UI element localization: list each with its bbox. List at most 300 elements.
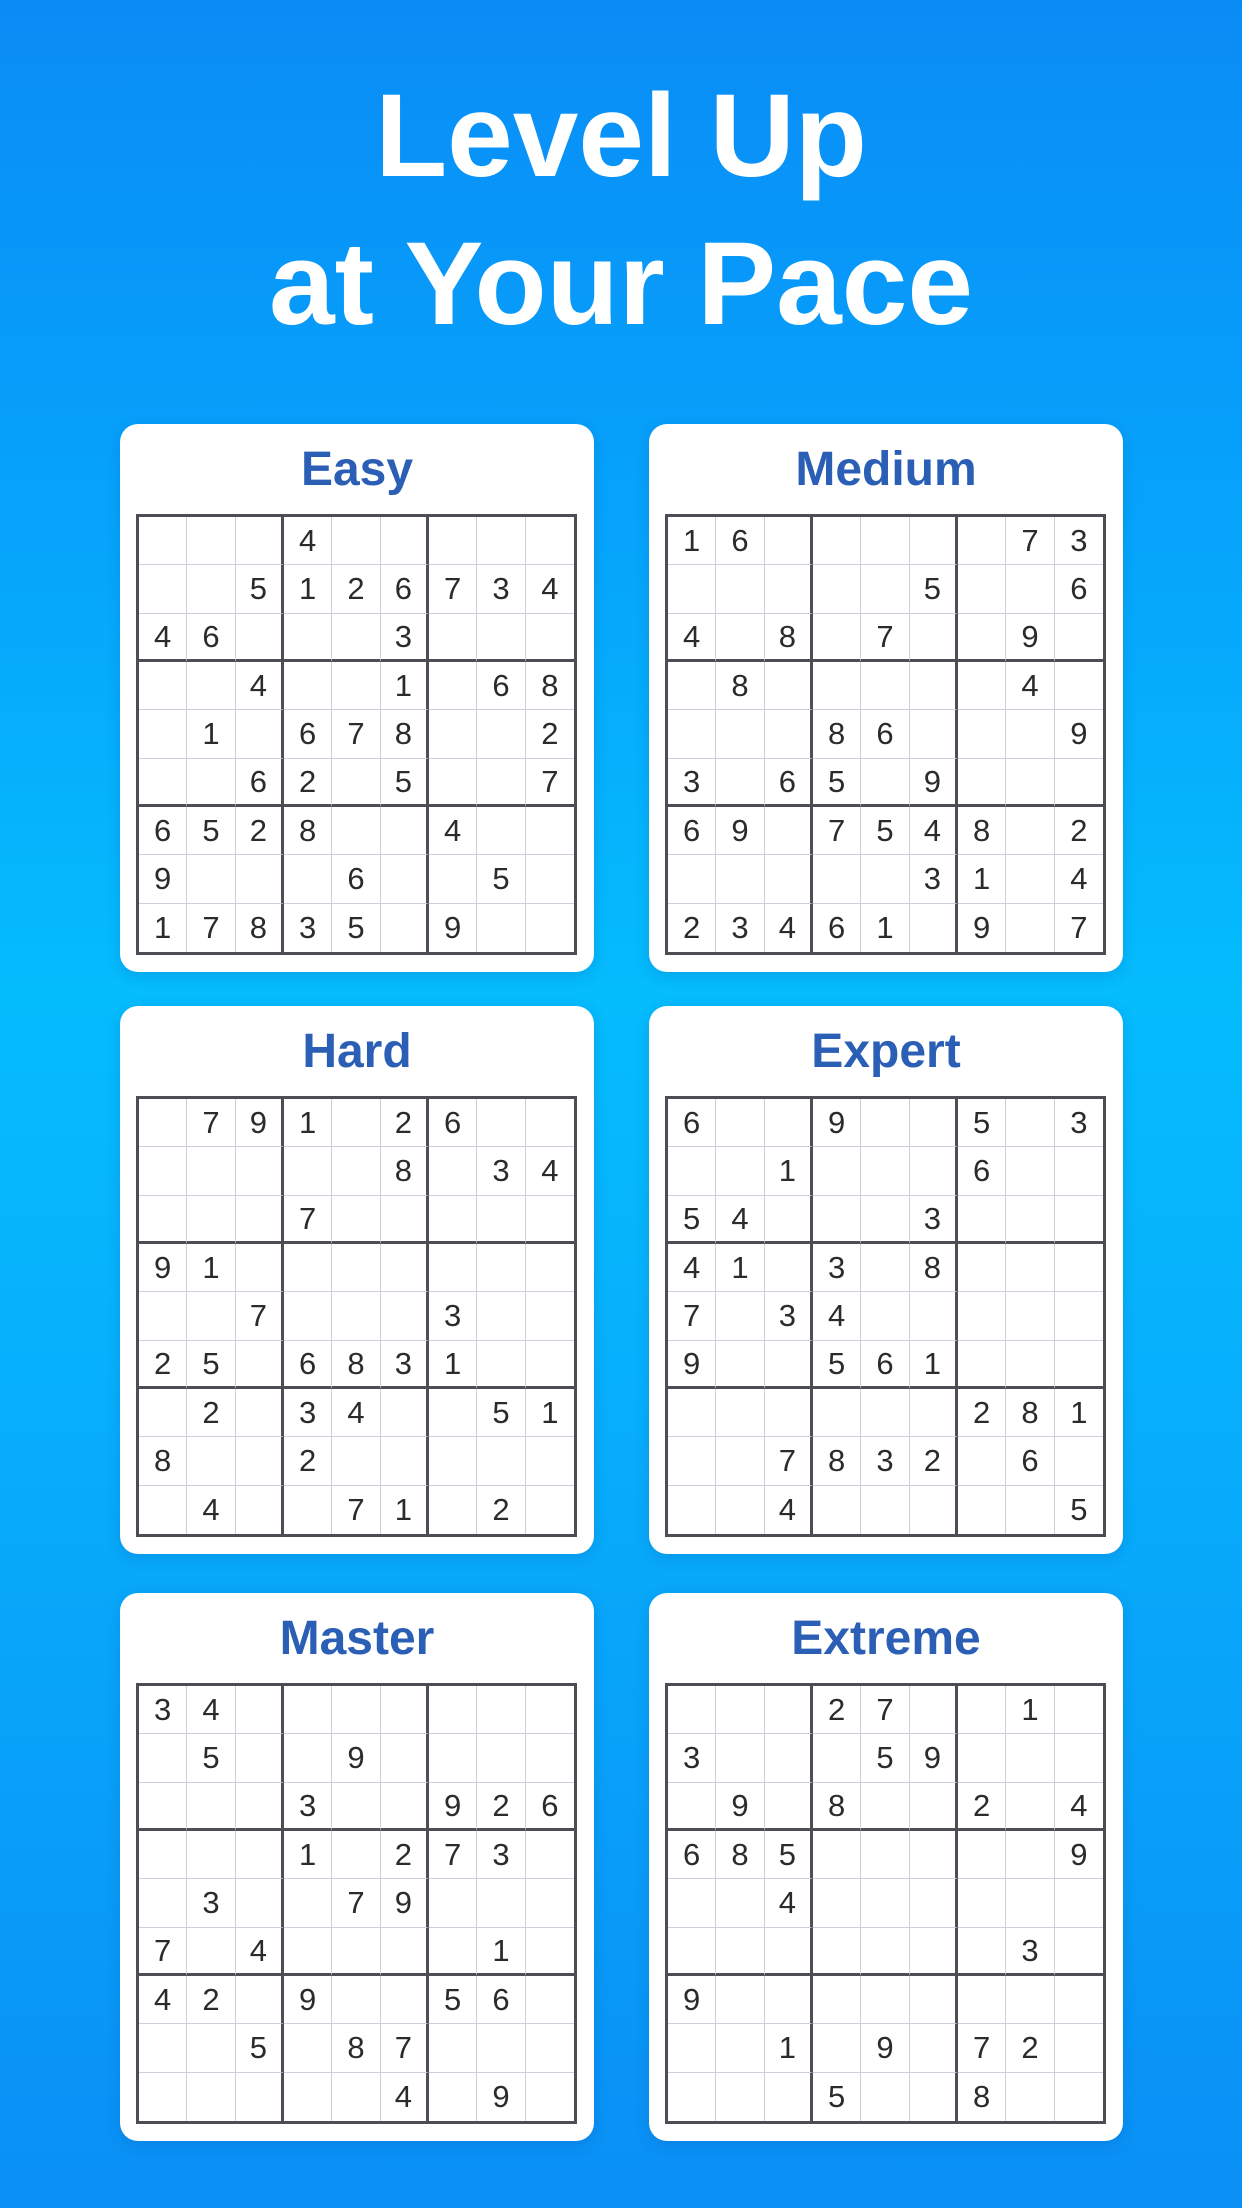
sudoku-cell	[477, 1099, 525, 1147]
sudoku-cell	[958, 1976, 1006, 2024]
sudoku-cell	[861, 1147, 909, 1195]
sudoku-cell	[1006, 1831, 1054, 1879]
sudoku-cell	[716, 1437, 764, 1485]
sudoku-cell: 3	[813, 1244, 861, 1292]
sudoku-cell	[1055, 662, 1103, 710]
sudoku-cell	[284, 855, 332, 903]
sudoku-cell	[187, 1783, 235, 1831]
sudoku-cell	[236, 1976, 284, 2024]
sudoku-cell: 7	[332, 1879, 380, 1927]
sudoku-cell	[1006, 1783, 1054, 1831]
card-title: Medium	[795, 443, 977, 496]
sudoku-cell: 2	[139, 1341, 187, 1389]
sudoku-cell: 8	[910, 1244, 958, 1292]
sudoku-cell: 6	[284, 1341, 332, 1389]
sudoku-cell: 4	[716, 1196, 764, 1244]
sudoku-cell	[1006, 1879, 1054, 1927]
sudoku-cell: 8	[813, 1437, 861, 1485]
sudoku-cell: 6	[477, 662, 525, 710]
sudoku-cell	[139, 2024, 187, 2072]
sudoku-cell	[526, 1734, 574, 1782]
sudoku-cell	[668, 855, 716, 903]
sudoku-cell	[861, 1783, 909, 1831]
sudoku-cell	[1055, 2073, 1103, 2121]
sudoku-cell	[236, 1244, 284, 1292]
sudoku-cell	[861, 565, 909, 613]
sudoku-cell	[765, 1389, 813, 1437]
sudoku-cell	[910, 904, 958, 952]
sudoku-cell	[381, 1389, 429, 1437]
sudoku-cell	[668, 1928, 716, 1976]
sudoku-cell	[187, 662, 235, 710]
sudoku-cell	[765, 1341, 813, 1389]
sudoku-cell: 4	[526, 565, 574, 613]
sudoku-cell	[1055, 1976, 1103, 2024]
sudoku-cell	[332, 1686, 380, 1734]
sudoku-cell	[910, 1292, 958, 1340]
sudoku-cell	[765, 565, 813, 613]
sudoku-cell	[910, 517, 958, 565]
sudoku-cell	[910, 662, 958, 710]
sudoku-cell	[765, 807, 813, 855]
sudoku-cell	[958, 1292, 1006, 1340]
sudoku-cell	[139, 565, 187, 613]
sudoku-cell	[236, 1831, 284, 1879]
sudoku-cell: 8	[526, 662, 574, 710]
sudoku-cell	[1055, 759, 1103, 807]
sudoku-cell: 4	[910, 807, 958, 855]
sudoku-cell: 3	[910, 1196, 958, 1244]
sudoku-cell	[1006, 1244, 1054, 1292]
sudoku-cell	[187, 1292, 235, 1340]
sudoku-cell	[381, 1976, 429, 2024]
sudoku-cell: 9	[284, 1976, 332, 2024]
sudoku-cell: 8	[716, 1831, 764, 1879]
sudoku-cell	[526, 1686, 574, 1734]
sudoku-cell: 6	[429, 1099, 477, 1147]
sudoku-cell	[716, 1147, 764, 1195]
sudoku-cell	[668, 1879, 716, 1927]
sudoku-cell	[1055, 1437, 1103, 1485]
sudoku-cell	[236, 517, 284, 565]
sudoku-cell	[668, 1486, 716, 1534]
sudoku-cell	[381, 807, 429, 855]
sudoku-cell: 1	[284, 1831, 332, 1879]
sudoku-cell	[1055, 1196, 1103, 1244]
sudoku-cell: 7	[284, 1196, 332, 1244]
sudoku-cell	[716, 1928, 764, 1976]
sudoku-cell	[429, 759, 477, 807]
sudoku-cell: 6	[861, 1341, 909, 1389]
sudoku-cell: 2	[284, 1437, 332, 1485]
sudoku-cell	[526, 1341, 574, 1389]
sudoku-cell	[861, 517, 909, 565]
sudoku-cell: 4	[1006, 662, 1054, 710]
sudoku-cell: 1	[765, 1147, 813, 1195]
sudoku-cell	[236, 1486, 284, 1534]
sudoku-cell: 4	[668, 614, 716, 662]
sudoku-cell	[813, 517, 861, 565]
sudoku-cell: 4	[765, 1879, 813, 1927]
sudoku-cell	[813, 1389, 861, 1437]
sudoku-cell: 4	[139, 1976, 187, 2024]
sudoku-cell	[139, 1783, 187, 1831]
sudoku-cell	[1055, 1879, 1103, 1927]
sudoku-cell: 9	[668, 1341, 716, 1389]
sudoku-cell: 3	[381, 1341, 429, 1389]
sudoku-cell: 1	[429, 1341, 477, 1389]
sudoku-cell	[958, 1734, 1006, 1782]
sudoku-cell	[429, 710, 477, 758]
sudoku-cell	[526, 807, 574, 855]
sudoku-cell: 6	[861, 710, 909, 758]
sudoku-cell: 2	[958, 1783, 1006, 1831]
sudoku-cell	[429, 1244, 477, 1292]
sudoku-cell	[1006, 2073, 1054, 2121]
sudoku-cell	[139, 1734, 187, 1782]
sudoku-cell: 7	[526, 759, 574, 807]
sudoku-cell	[526, 1437, 574, 1485]
sudoku-cell: 8	[1006, 1389, 1054, 1437]
sudoku-cell	[139, 759, 187, 807]
sudoku-cell	[526, 1099, 574, 1147]
sudoku-cell	[716, 759, 764, 807]
sudoku-cell: 8	[332, 1341, 380, 1389]
sudoku-cell: 9	[139, 855, 187, 903]
sudoku-cell	[716, 710, 764, 758]
sudoku-cell	[187, 565, 235, 613]
sudoku-cell	[1006, 759, 1054, 807]
sudoku-cell: 8	[765, 614, 813, 662]
sudoku-cell	[332, 2073, 380, 2121]
sudoku-cell	[526, 2073, 574, 2121]
puzzle-card-hard[interactable]	[120, 1006, 594, 1554]
sudoku-cell: 1	[381, 1486, 429, 1534]
sudoku-cell	[187, 517, 235, 565]
sudoku-cell	[284, 1928, 332, 1976]
sudoku-cell	[526, 1292, 574, 1340]
sudoku-cell	[526, 2024, 574, 2072]
sudoku-cell	[284, 1879, 332, 1927]
sudoku-cell	[381, 1783, 429, 1831]
sudoku-cell	[429, 1486, 477, 1534]
sudoku-cell	[716, 1976, 764, 2024]
sudoku-cell	[477, 517, 525, 565]
sudoku-cell: 4	[236, 662, 284, 710]
sudoku-cell: 1	[477, 1928, 525, 1976]
sudoku-cell: 3	[1055, 517, 1103, 565]
sudoku-cell	[236, 1734, 284, 1782]
sudoku-cell	[284, 2073, 332, 2121]
sudoku-cell: 1	[910, 1341, 958, 1389]
sudoku-cell: 5	[861, 1734, 909, 1782]
sudoku-cell	[765, 662, 813, 710]
sudoku-cell: 6	[716, 517, 764, 565]
sudoku-cell	[958, 1437, 1006, 1485]
sudoku-cell: 5	[187, 807, 235, 855]
sudoku-cell	[861, 1389, 909, 1437]
sudoku-cell	[861, 1976, 909, 2024]
sudoku-cell	[765, 710, 813, 758]
sudoku-cell: 8	[813, 710, 861, 758]
sudoku-cell: 9	[716, 807, 764, 855]
sudoku-cell	[910, 1389, 958, 1437]
sudoku-cell	[332, 1099, 380, 1147]
sudoku-cell: 3	[477, 1147, 525, 1195]
sudoku-cell	[332, 614, 380, 662]
sudoku-cell: 1	[187, 1244, 235, 1292]
sudoku-grid	[665, 1683, 1106, 2124]
sudoku-cell	[236, 2073, 284, 2121]
sudoku-cell: 2	[477, 1783, 525, 1831]
sudoku-cell: 9	[716, 1783, 764, 1831]
sudoku-cell	[765, 1928, 813, 1976]
sudoku-cell	[716, 1486, 764, 1534]
sudoku-cell	[910, 1486, 958, 1534]
sudoku-cell: 3	[477, 1831, 525, 1879]
sudoku-cell	[765, 1099, 813, 1147]
sudoku-cell: 7	[813, 807, 861, 855]
sudoku-cell: 9	[1006, 614, 1054, 662]
sudoku-cell	[861, 2073, 909, 2121]
sudoku-cell: 1	[284, 565, 332, 613]
sudoku-cell: 6	[1055, 565, 1103, 613]
sudoku-cell: 5	[236, 2024, 284, 2072]
sudoku-cell: 1	[187, 710, 235, 758]
puzzle-card-easy[interactable]	[120, 424, 594, 972]
sudoku-cell: 9	[958, 904, 1006, 952]
sudoku-cell	[716, 1099, 764, 1147]
sudoku-cell: 7	[765, 1437, 813, 1485]
sudoku-cell: 2	[284, 759, 332, 807]
sudoku-cell	[765, 855, 813, 903]
sudoku-cell	[813, 662, 861, 710]
card-title: Expert	[811, 1025, 961, 1078]
sudoku-cell	[1006, 1976, 1054, 2024]
sudoku-cell: 5	[187, 1734, 235, 1782]
sudoku-cell	[139, 710, 187, 758]
sudoku-cell	[1006, 710, 1054, 758]
sudoku-cell	[332, 1783, 380, 1831]
sudoku-cell	[526, 855, 574, 903]
sudoku-cell	[861, 1928, 909, 1976]
sudoku-cell	[1055, 1147, 1103, 1195]
sudoku-cell: 2	[332, 565, 380, 613]
sudoku-cell	[910, 614, 958, 662]
sudoku-cell	[1006, 807, 1054, 855]
sudoku-cell: 1	[381, 662, 429, 710]
sudoku-cell	[236, 1437, 284, 1485]
sudoku-cell	[477, 1437, 525, 1485]
sudoku-cell: 6	[187, 614, 235, 662]
sudoku-cell: 1	[1055, 1389, 1103, 1437]
sudoku-cell: 4	[813, 1292, 861, 1340]
sudoku-cell	[332, 807, 380, 855]
sudoku-cell: 6	[668, 1099, 716, 1147]
sudoku-cell: 1	[958, 855, 1006, 903]
sudoku-cell: 9	[1055, 1831, 1103, 1879]
sudoku-cell	[861, 1831, 909, 1879]
sudoku-cell: 8	[958, 2073, 1006, 2121]
sudoku-cell: 6	[1006, 1437, 1054, 1485]
sudoku-cell: 4	[765, 1486, 813, 1534]
sudoku-cell: 9	[139, 1244, 187, 1292]
sudoku-cell	[861, 855, 909, 903]
sudoku-cell: 2	[187, 1389, 235, 1437]
sudoku-cell	[477, 1341, 525, 1389]
sudoku-cell: 4	[187, 1486, 235, 1534]
sudoku-cell	[332, 1147, 380, 1195]
sudoku-cell	[813, 1486, 861, 1534]
sudoku-cell: 7	[958, 2024, 1006, 2072]
sudoku-cell	[187, 855, 235, 903]
sudoku-cell: 7	[429, 565, 477, 613]
sudoku-cell	[236, 1147, 284, 1195]
sudoku-cell	[668, 1437, 716, 1485]
sudoku-cell	[910, 1879, 958, 1927]
sudoku-cell: 1	[284, 1099, 332, 1147]
sudoku-cell: 3	[381, 614, 429, 662]
sudoku-cell	[429, 1734, 477, 1782]
sudoku-cell: 9	[1055, 710, 1103, 758]
sudoku-cell: 9	[477, 2073, 525, 2121]
sudoku-cell: 9	[910, 1734, 958, 1782]
sudoku-cell	[958, 1486, 1006, 1534]
sudoku-cell: 5	[813, 1341, 861, 1389]
sudoku-cell	[668, 1686, 716, 1734]
sudoku-cell: 9	[813, 1099, 861, 1147]
sudoku-cell	[813, 1196, 861, 1244]
sudoku-cell: 4	[284, 517, 332, 565]
sudoku-cell	[958, 1341, 1006, 1389]
sudoku-cell	[1006, 1734, 1054, 1782]
sudoku-cell	[716, 1879, 764, 1927]
sudoku-cell	[284, 2024, 332, 2072]
sudoku-cell	[236, 1686, 284, 1734]
puzzle-card-extreme[interactable]	[649, 1593, 1123, 2141]
sudoku-cell	[813, 565, 861, 613]
sudoku-cell	[526, 614, 574, 662]
sudoku-cell: 3	[668, 759, 716, 807]
sudoku-cell	[429, 1147, 477, 1195]
sudoku-cell	[236, 1879, 284, 1927]
sudoku-cell	[332, 1831, 380, 1879]
sudoku-cell	[284, 1292, 332, 1340]
card-title: Extreme	[791, 1612, 981, 1665]
sudoku-cell	[429, 1686, 477, 1734]
sudoku-cell	[1006, 1341, 1054, 1389]
sudoku-cell: 1	[668, 517, 716, 565]
sudoku-grid	[136, 1683, 577, 2124]
sudoku-cell	[526, 517, 574, 565]
sudoku-cell	[526, 1486, 574, 1534]
sudoku-cell	[429, 614, 477, 662]
card-title: Easy	[300, 443, 414, 496]
sudoku-cell	[861, 1292, 909, 1340]
sudoku-cell: 7	[668, 1292, 716, 1340]
sudoku-cell: 8	[284, 807, 332, 855]
sudoku-cell	[381, 1437, 429, 1485]
sudoku-cell	[716, 855, 764, 903]
sudoku-cell	[236, 855, 284, 903]
sudoku-cell: 1	[526, 1389, 574, 1437]
sudoku-cell	[1006, 904, 1054, 952]
sudoku-cell: 9	[668, 1976, 716, 2024]
sudoku-cell	[381, 855, 429, 903]
sudoku-cell: 9	[429, 1783, 477, 1831]
sudoku-cell	[668, 2024, 716, 2072]
sudoku-grid	[665, 514, 1106, 955]
puzzle-card-expert[interactable]	[649, 1006, 1123, 1554]
puzzle-card-medium[interactable]	[649, 424, 1123, 972]
sudoku-cell	[958, 1196, 1006, 1244]
sudoku-cell	[332, 759, 380, 807]
sudoku-cell	[526, 1928, 574, 1976]
sudoku-cell: 4	[381, 2073, 429, 2121]
sudoku-cell	[958, 565, 1006, 613]
puzzle-card-master[interactable]	[120, 1593, 594, 2141]
sudoku-cell	[429, 1879, 477, 1927]
sudoku-cell	[429, 855, 477, 903]
sudoku-cell: 8	[139, 1437, 187, 1485]
sudoku-cell: 7	[332, 710, 380, 758]
sudoku-cell: 5	[958, 1099, 1006, 1147]
sudoku-cell	[716, 2024, 764, 2072]
sudoku-cell	[284, 614, 332, 662]
sudoku-cell	[236, 1389, 284, 1437]
sudoku-cell	[477, 1686, 525, 1734]
sudoku-cell	[429, 1196, 477, 1244]
sudoku-cell	[813, 1976, 861, 2024]
sudoku-cell: 6	[236, 759, 284, 807]
sudoku-cell	[813, 1928, 861, 1976]
sudoku-cell	[477, 614, 525, 662]
sudoku-cell	[429, 1389, 477, 1437]
sudoku-cell: 2	[526, 710, 574, 758]
sudoku-cell	[716, 1341, 764, 1389]
card-title: Hard	[302, 1025, 412, 1078]
sudoku-cell	[187, 1437, 235, 1485]
sudoku-cell: 5	[332, 904, 380, 952]
sudoku-cell	[477, 1292, 525, 1340]
sudoku-cell: 3	[284, 1389, 332, 1437]
sudoku-cell	[668, 1783, 716, 1831]
sudoku-cell	[139, 662, 187, 710]
sudoku-cell	[813, 2024, 861, 2072]
sudoku-cell: 1	[1006, 1686, 1054, 1734]
sudoku-cell	[765, 1686, 813, 1734]
sudoku-cell: 5	[813, 759, 861, 807]
sudoku-cell: 4	[187, 1686, 235, 1734]
sudoku-cell	[477, 1879, 525, 1927]
sudoku-cell: 9	[381, 1879, 429, 1927]
sudoku-cell: 9	[429, 904, 477, 952]
sudoku-cell	[910, 1147, 958, 1195]
sudoku-cell: 4	[236, 1928, 284, 1976]
sudoku-cell: 2	[813, 1686, 861, 1734]
sudoku-cell	[332, 1437, 380, 1485]
sudoku-cell: 6	[332, 855, 380, 903]
sudoku-cell	[284, 1147, 332, 1195]
sudoku-cell: 5	[187, 1341, 235, 1389]
sudoku-cell	[381, 1196, 429, 1244]
sudoku-cell: 5	[381, 759, 429, 807]
sudoku-cell: 6	[526, 1783, 574, 1831]
sudoku-cell: 4	[526, 1147, 574, 1195]
sudoku-cell: 7	[429, 1831, 477, 1879]
sudoku-cell: 9	[910, 759, 958, 807]
sudoku-cell: 9	[861, 2024, 909, 2072]
